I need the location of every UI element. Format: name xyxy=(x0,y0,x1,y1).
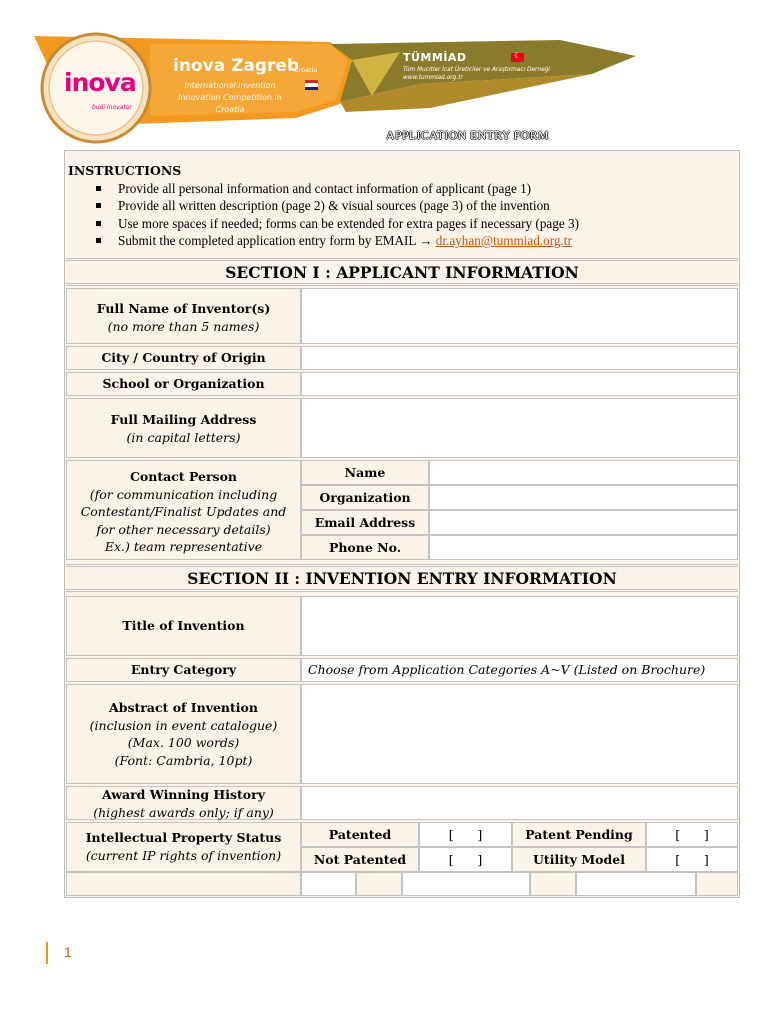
full-name-note: (no more than 5 names) xyxy=(107,318,260,334)
page-number: 1 xyxy=(64,944,72,960)
award-note: (highest awards only; if any) xyxy=(93,804,274,820)
ip-patented-checkbox[interactable] xyxy=(419,822,512,847)
contact-phone-input[interactable] xyxy=(429,535,738,560)
ip-not-patented-label-cell xyxy=(301,847,419,872)
instruction-item: Use more spaces if needed; forms can be extended for extra pages if necessary (page 3) xyxy=(68,215,579,233)
abstract-note: (Font: Cambria, 10pt) xyxy=(114,752,253,768)
ip-utility-checkbox[interactable] xyxy=(646,847,738,872)
ip-pending-label-cell xyxy=(512,822,646,847)
ip-not-patented-checkbox[interactable] xyxy=(419,847,512,872)
ip-label xyxy=(66,829,301,864)
contact-note: Ex.) team representative xyxy=(104,539,263,554)
turkey-flag-icon xyxy=(511,53,524,62)
contact-email-input[interactable] xyxy=(429,510,738,535)
empty-row-cell xyxy=(402,872,530,896)
award-title: Award Winning History xyxy=(102,787,265,802)
inova-logo: inova xyxy=(64,68,136,97)
full-name-title: Full Name of Inventor(s) xyxy=(96,301,271,316)
address-note: (in capital letters) xyxy=(126,429,241,445)
award-input[interactable] xyxy=(301,786,738,820)
instructions-heading: INSTRUCTIONS xyxy=(68,163,182,178)
ip-title: Intellectual Property Status xyxy=(85,830,282,845)
invention-title-input[interactable] xyxy=(301,596,738,656)
contact-org-label: Organization xyxy=(319,489,411,505)
ip-pending-checkbox[interactable] xyxy=(646,822,738,847)
school-label xyxy=(66,375,301,393)
header-banner xyxy=(0,0,770,160)
city-title: City / Country of Origin xyxy=(101,350,266,365)
section-1-header: SECTION I : APPLICANT INFORMATION xyxy=(66,258,738,286)
category-label xyxy=(66,661,301,679)
ip-pending-label: Patent Pending xyxy=(525,826,633,842)
city-label xyxy=(66,349,301,367)
contact-note: for other necessary details) xyxy=(96,521,271,537)
contact-org-label-cell xyxy=(301,485,429,510)
address-title: Full Mailing Address xyxy=(110,412,257,427)
form-title: APPLICATION ENTRY FORM xyxy=(386,128,549,142)
address-input[interactable] xyxy=(301,398,738,458)
contact-title: Contact Person xyxy=(129,469,238,484)
section-2-header: SECTION II : INVENTION ENTRY INFORMATION xyxy=(66,564,738,592)
award-label xyxy=(66,786,301,821)
instruction-item: Provide all written description (page 2) & visual sources (page 3) of the invention xyxy=(68,197,579,215)
empty-row-cell xyxy=(356,872,402,896)
page-number-bar xyxy=(46,942,48,964)
contact-note: Contestant/Finalist Updates and xyxy=(80,504,287,519)
full-name-input[interactable] xyxy=(301,288,738,344)
school-title: School or Organization xyxy=(102,376,265,391)
checkbox-brackets: [ ] xyxy=(675,851,709,867)
contact-org-input[interactable] xyxy=(429,485,738,510)
abstract-note: (inclusion in event catalogue) xyxy=(89,717,278,733)
contact-label xyxy=(66,468,301,556)
category-hint xyxy=(301,661,711,679)
contact-phone-label-cell xyxy=(301,535,429,560)
abstract-title: Abstract of Invention xyxy=(109,700,258,715)
checkbox-brackets: [ ] xyxy=(448,851,483,867)
contact-phone-label: Phone No. xyxy=(328,539,402,555)
empty-row-cell xyxy=(576,872,696,896)
ip-utility-label-cell xyxy=(512,847,646,872)
checkbox-brackets: [ ] xyxy=(675,826,709,842)
partner-subtitle xyxy=(403,66,550,82)
abstract-note: (Max. 100 words) xyxy=(127,735,240,750)
category-hint-text: Choose from Application Categories A~V (Listed on Brochure) xyxy=(308,662,706,677)
partner-website: www.tummiad.org.tr xyxy=(403,75,463,81)
contact-name-input[interactable] xyxy=(429,460,738,485)
contact-name-label: Name xyxy=(344,464,386,480)
checkbox-brackets: [ ] xyxy=(448,826,483,842)
invention-title-text: Title of Invention xyxy=(122,618,245,633)
ip-utility-label: Utility Model xyxy=(533,851,625,867)
school-input[interactable] xyxy=(301,372,738,396)
event-subtitle: International Invention Innovation Competition in Croatia xyxy=(178,81,282,114)
contact-name-label-cell xyxy=(301,460,429,485)
email-link[interactable]: dr.ayhan@tummiad.org.tr xyxy=(435,233,572,248)
contact-note: (for communication including xyxy=(89,486,278,502)
instructions-list xyxy=(68,180,579,250)
inova-tagline: budi inovator xyxy=(92,104,132,111)
empty-row-cell xyxy=(696,872,738,896)
city-input[interactable] xyxy=(301,346,738,370)
ip-patented-label-cell xyxy=(301,822,419,847)
event-title: inova Zagreb xyxy=(173,56,300,76)
event-country: Croatia xyxy=(294,66,318,74)
abstract-input[interactable] xyxy=(301,684,738,784)
croatia-flag-icon xyxy=(305,80,318,90)
instruction-item xyxy=(68,232,579,250)
ip-note: (current IP rights of invention) xyxy=(85,847,282,863)
partner-title: TÜMMİAD xyxy=(403,51,467,64)
instruction-item: Provide all personal information and contact information of applicant (page 1) xyxy=(68,180,579,198)
invention-title-label xyxy=(66,617,301,635)
ip-not-patented-label: Not Patented xyxy=(313,851,407,867)
ip-patented-label: Patented xyxy=(328,826,392,842)
partner-subtitle-line: Tüm Mucitler İcat Üreticiler ve Araştırmacı Derneği xyxy=(403,67,550,73)
contact-email-label: Email Address xyxy=(314,514,416,530)
empty-row-cell xyxy=(530,872,576,896)
instruction-text: Submit the completed application entry form by EMAIL → xyxy=(118,233,436,248)
address-label xyxy=(66,411,301,446)
contact-email-label-cell xyxy=(301,510,429,535)
empty-row-cell xyxy=(301,872,356,896)
abstract-label xyxy=(66,699,301,769)
category-title: Entry Category xyxy=(130,662,237,677)
full-name-label xyxy=(66,300,301,335)
empty-row-cell xyxy=(66,872,301,896)
instructions xyxy=(68,162,579,250)
